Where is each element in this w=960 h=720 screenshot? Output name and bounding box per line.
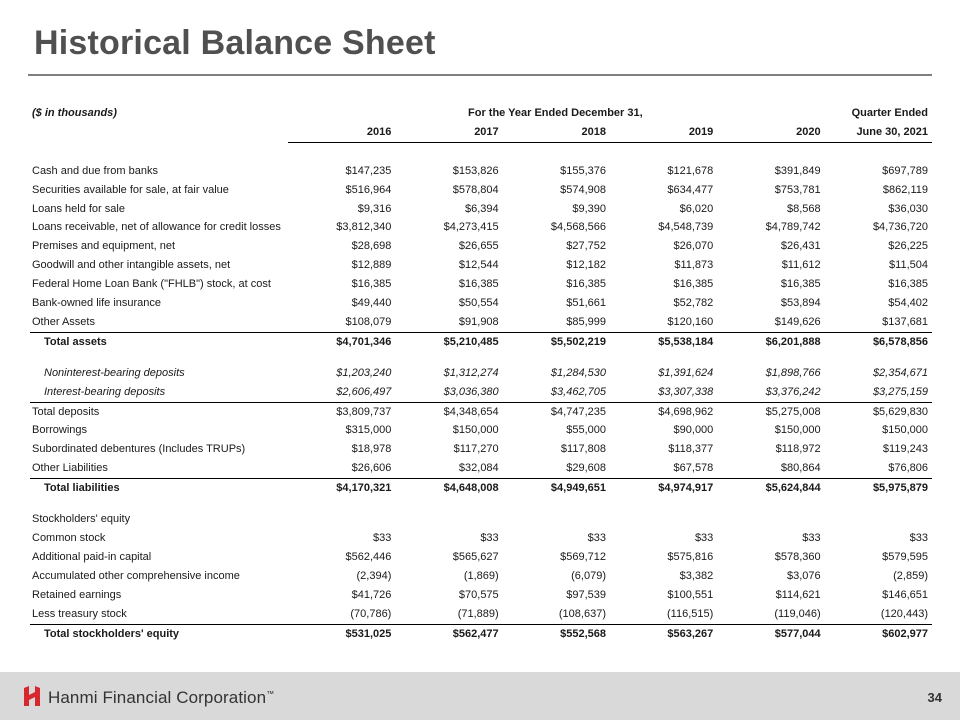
table-row [30, 313, 932, 332]
row-label: Subordinated debentures (Includes TRUPs) [32, 443, 246, 456]
table-row [30, 586, 932, 605]
table-row [30, 421, 932, 440]
cell-value: (1,869) [463, 569, 499, 582]
cell-value: $8,568 [786, 202, 821, 215]
cell-value: (2,859) [893, 569, 928, 582]
cell-value: $753,781 [774, 183, 821, 196]
table-row [30, 567, 932, 586]
cell-value: $5,210,485 [395, 332, 502, 351]
cell-value: $3,376,242 [765, 385, 821, 398]
cell-value: $70,575 [458, 588, 499, 601]
cell-value: $33 [480, 532, 499, 545]
column-header: 2020 [717, 123, 824, 142]
row-label: Additional paid-in capital [32, 550, 152, 563]
cell-value: $67,578 [673, 462, 714, 475]
cell-value: $4,789,742 [765, 221, 821, 234]
cell-value: $578,804 [452, 183, 499, 196]
cell-value: $33 [909, 532, 928, 545]
cell-value: $5,275,008 [717, 402, 824, 421]
company-name [48, 688, 274, 708]
cell-value: $575,816 [667, 550, 714, 563]
table-row [30, 364, 932, 383]
cell-value: $26,070 [673, 240, 714, 253]
cell-value: $4,949,651 [503, 479, 610, 498]
row-label: Federal Home Loan Bank ("FHLB") stock, at cost [32, 278, 271, 291]
table-row [30, 181, 932, 200]
title-divider [28, 74, 932, 76]
cell-value: $33 [802, 532, 821, 545]
cell-value: $634,477 [667, 183, 714, 196]
cell-value: $26,431 [780, 240, 821, 253]
cell-value: $11,873 [674, 259, 714, 272]
cell-value: (6,079) [571, 569, 606, 582]
cell-value: $862,119 [882, 183, 928, 196]
cell-value: (71,889) [457, 607, 499, 620]
cell-value: $3,307,338 [658, 385, 714, 398]
cell-value: $11,612 [781, 259, 821, 272]
row-label: Common stock [32, 532, 106, 545]
cell-value: $562,477 [395, 624, 502, 643]
cell-value: $4,736,720 [872, 221, 928, 234]
column-header: 2018 [503, 123, 610, 142]
cell-value: $4,170,321 [288, 479, 395, 498]
cell-value: $4,548,739 [658, 221, 714, 234]
cell-value: $16,385 [458, 278, 499, 291]
cell-value: $1,391,624 [658, 366, 714, 379]
cell-value: $91,908 [458, 315, 499, 328]
cell-value: $26,606 [351, 462, 392, 475]
cell-value: (119,046) [774, 607, 821, 620]
cell-value: $12,182 [566, 259, 606, 272]
cell-value: $33 [373, 532, 392, 545]
row-label: Cash and due from banks [32, 164, 158, 177]
cell-value: $51,661 [566, 297, 606, 310]
cell-value: $562,446 [345, 550, 392, 563]
row-label: Less treasury stock [32, 607, 127, 620]
cell-value: $1,203,240 [336, 366, 392, 379]
cell-value: $118,972 [775, 443, 821, 456]
table-row [30, 459, 932, 478]
column-header: 2019 [610, 123, 717, 142]
row-label: Bank-owned life insurance [32, 297, 162, 310]
row-label: Total assets [30, 332, 288, 351]
row-label: Retained earnings [32, 588, 122, 601]
cell-value: $3,812,340 [336, 221, 392, 234]
cell-value: $16,385 [566, 278, 606, 291]
row-label: Total deposits [30, 402, 288, 421]
cell-value: $4,348,654 [395, 402, 502, 421]
cell-value: $1,312,274 [443, 366, 499, 379]
cell-value: $150,000 [882, 424, 928, 437]
cell-value: $6,201,888 [717, 332, 824, 351]
cell-value: $117,270 [453, 443, 499, 456]
cell-value: $697,789 [882, 164, 928, 177]
section-heading-row [30, 510, 932, 529]
cell-value: $1,898,766 [765, 366, 821, 379]
cell-value: $114,621 [775, 588, 821, 601]
cell-value: $100,551 [667, 588, 714, 601]
cell-value: $41,726 [351, 588, 392, 601]
cell-value: $4,701,346 [288, 332, 395, 351]
cell-value: $391,849 [774, 164, 821, 177]
cell-value: $16,385 [780, 278, 821, 291]
cell-value: $3,036,380 [443, 385, 499, 398]
cell-value: (2,394) [356, 569, 392, 582]
total-deposits-row [30, 402, 932, 421]
cell-value: $137,681 [882, 315, 928, 328]
cell-value: $49,440 [351, 297, 392, 310]
hanmi-logo-icon [23, 686, 41, 706]
cell-value: $76,806 [888, 462, 928, 475]
cell-value: $28,698 [351, 240, 392, 253]
page-title: Historical Balance Sheet [34, 24, 436, 62]
row-label: Other Assets [32, 315, 95, 328]
cell-value: (70,786) [350, 607, 392, 620]
row-label: Other Liabilities [32, 462, 108, 475]
cell-value: $3,809,737 [288, 402, 395, 421]
cell-value: $552,568 [503, 624, 610, 643]
cell-value: $9,316 [357, 202, 392, 215]
cell-value: $4,568,566 [550, 221, 606, 234]
cell-value: $3,275,159 [872, 385, 928, 398]
table-row [30, 548, 932, 567]
cell-value: $5,975,879 [825, 479, 932, 498]
cell-value: $117,808 [560, 443, 606, 456]
cell-value: $3,462,705 [550, 385, 606, 398]
table-row [30, 605, 932, 624]
cell-value: $6,578,856 [825, 332, 932, 351]
row-label: Loans receivable, net of allowance for credit losses [32, 221, 281, 234]
cell-value: $4,648,008 [395, 479, 502, 498]
cell-value: (116,515) [667, 607, 714, 620]
cell-value: $2,606,497 [336, 385, 392, 398]
trademark-mark: ™ [266, 689, 275, 699]
cell-value: $12,889 [351, 259, 392, 272]
cell-value: $12,544 [458, 259, 499, 272]
cell-value: $5,624,844 [717, 479, 824, 498]
quarter-header: Quarter Ended [851, 107, 928, 119]
row-label: Borrowings [32, 424, 88, 437]
cell-value: $516,964 [345, 183, 392, 196]
company-name-text: Hanmi Financial Corporation [48, 688, 267, 707]
cell-value: $16,385 [888, 278, 928, 291]
cell-value: $53,894 [780, 297, 821, 310]
cell-value: $119,243 [882, 443, 928, 456]
table-row [30, 256, 932, 275]
header-row-years [30, 123, 932, 142]
cell-value: $4,974,917 [610, 479, 717, 498]
row-label: Securities available for sale, at fair value [32, 183, 229, 196]
cell-value: $90,000 [673, 424, 714, 437]
cell-value: $565,627 [452, 550, 499, 563]
header-row-period [30, 104, 932, 123]
balance-sheet-table [30, 104, 932, 643]
cell-value: $26,655 [458, 240, 499, 253]
cell-value: $32,084 [458, 462, 499, 475]
row-label: Accumulated other comprehensive income [32, 569, 240, 582]
total-equity-row [30, 624, 932, 643]
cell-value: $9,390 [572, 202, 606, 215]
cell-value: $146,651 [882, 588, 928, 601]
cell-value: $147,235 [345, 164, 392, 177]
cell-value: $574,908 [560, 183, 606, 196]
cell-value: $5,629,830 [825, 402, 932, 421]
cell-value: $33 [694, 532, 714, 545]
row-label: Noninterest-bearing deposits [44, 366, 185, 379]
row-label: Premises and equipment, net [32, 240, 176, 253]
cell-value: $4,698,962 [610, 402, 717, 421]
cell-value: (120,443) [880, 607, 928, 620]
cell-value: $108,079 [345, 315, 392, 328]
cell-value: $80,864 [780, 462, 821, 475]
cell-value: $16,385 [351, 278, 392, 291]
units-label: ($ in thousands) [32, 107, 117, 119]
cell-value: $155,376 [560, 164, 606, 177]
cell-value: $29,608 [566, 462, 606, 475]
total-assets-row [30, 332, 932, 351]
cell-value: $578,360 [774, 550, 821, 563]
cell-value: $150,000 [774, 424, 821, 437]
cell-value: $531,025 [288, 624, 395, 643]
cell-value: $54,402 [888, 297, 928, 310]
cell-value: (108,637) [558, 607, 606, 620]
cell-value: $50,554 [458, 297, 499, 310]
cell-value: $569,712 [560, 550, 606, 563]
cell-value: $16,385 [673, 278, 714, 291]
table-row [30, 162, 932, 181]
table-row [30, 275, 932, 294]
cell-value: $6,020 [679, 202, 714, 215]
row-label: Total stockholders' equity [30, 624, 288, 643]
row-label: Goodwill and other intangible assets, net [32, 259, 231, 272]
cell-value: $55,000 [566, 424, 606, 437]
cell-value: $602,977 [825, 624, 932, 643]
column-header: June 30, 2021 [825, 123, 932, 142]
cell-value: $27,752 [566, 240, 606, 253]
table-row [30, 383, 932, 402]
table-row [30, 440, 932, 459]
cell-value: $26,225 [888, 240, 928, 253]
row-label: Interest-bearing deposits [44, 385, 166, 398]
row-label: Stockholders' equity [32, 513, 131, 526]
cell-value: $4,747,235 [503, 402, 610, 421]
cell-value: $33 [587, 532, 606, 545]
cell-value: $52,782 [673, 297, 714, 310]
cell-value: $1,284,530 [550, 366, 606, 379]
table-row [30, 218, 932, 237]
page-number: 34 [927, 690, 942, 705]
table-row [30, 237, 932, 256]
cell-value: $18,978 [351, 443, 392, 456]
row-label: Total liabilities [30, 479, 288, 498]
cell-value: $97,539 [566, 588, 606, 601]
cell-value: $4,273,415 [443, 221, 499, 234]
cell-value: $118,377 [668, 443, 714, 456]
cell-value: $5,538,184 [610, 332, 717, 351]
cell-value: $2,354,671 [872, 366, 928, 379]
cell-value: $120,160 [667, 315, 714, 328]
table-row [30, 294, 932, 313]
total-liabilities-row [30, 479, 932, 498]
table-row [30, 200, 932, 219]
cell-value: $3,382 [679, 569, 714, 582]
cell-value: $579,595 [882, 550, 928, 563]
period-header: For the Year Ended December 31, [468, 107, 643, 119]
cell-value: $3,076 [786, 569, 821, 582]
row-label: Loans held for sale [32, 202, 125, 215]
cell-value: $5,502,219 [503, 332, 610, 351]
cell-value: $11,504 [889, 259, 928, 272]
cell-value: $153,826 [452, 164, 499, 177]
cell-value: $315,000 [345, 424, 392, 437]
column-header: 2017 [395, 123, 502, 142]
cell-value: $121,678 [667, 164, 714, 177]
cell-value: $563,267 [610, 624, 717, 643]
cell-value: $6,394 [465, 202, 499, 215]
cell-value: $85,999 [566, 315, 606, 328]
cell-value: $36,030 [888, 202, 928, 215]
column-header: 2016 [288, 123, 395, 142]
cell-value: $150,000 [452, 424, 499, 437]
cell-value: $577,044 [717, 624, 824, 643]
table-row [30, 529, 932, 548]
cell-value: $149,626 [774, 315, 821, 328]
